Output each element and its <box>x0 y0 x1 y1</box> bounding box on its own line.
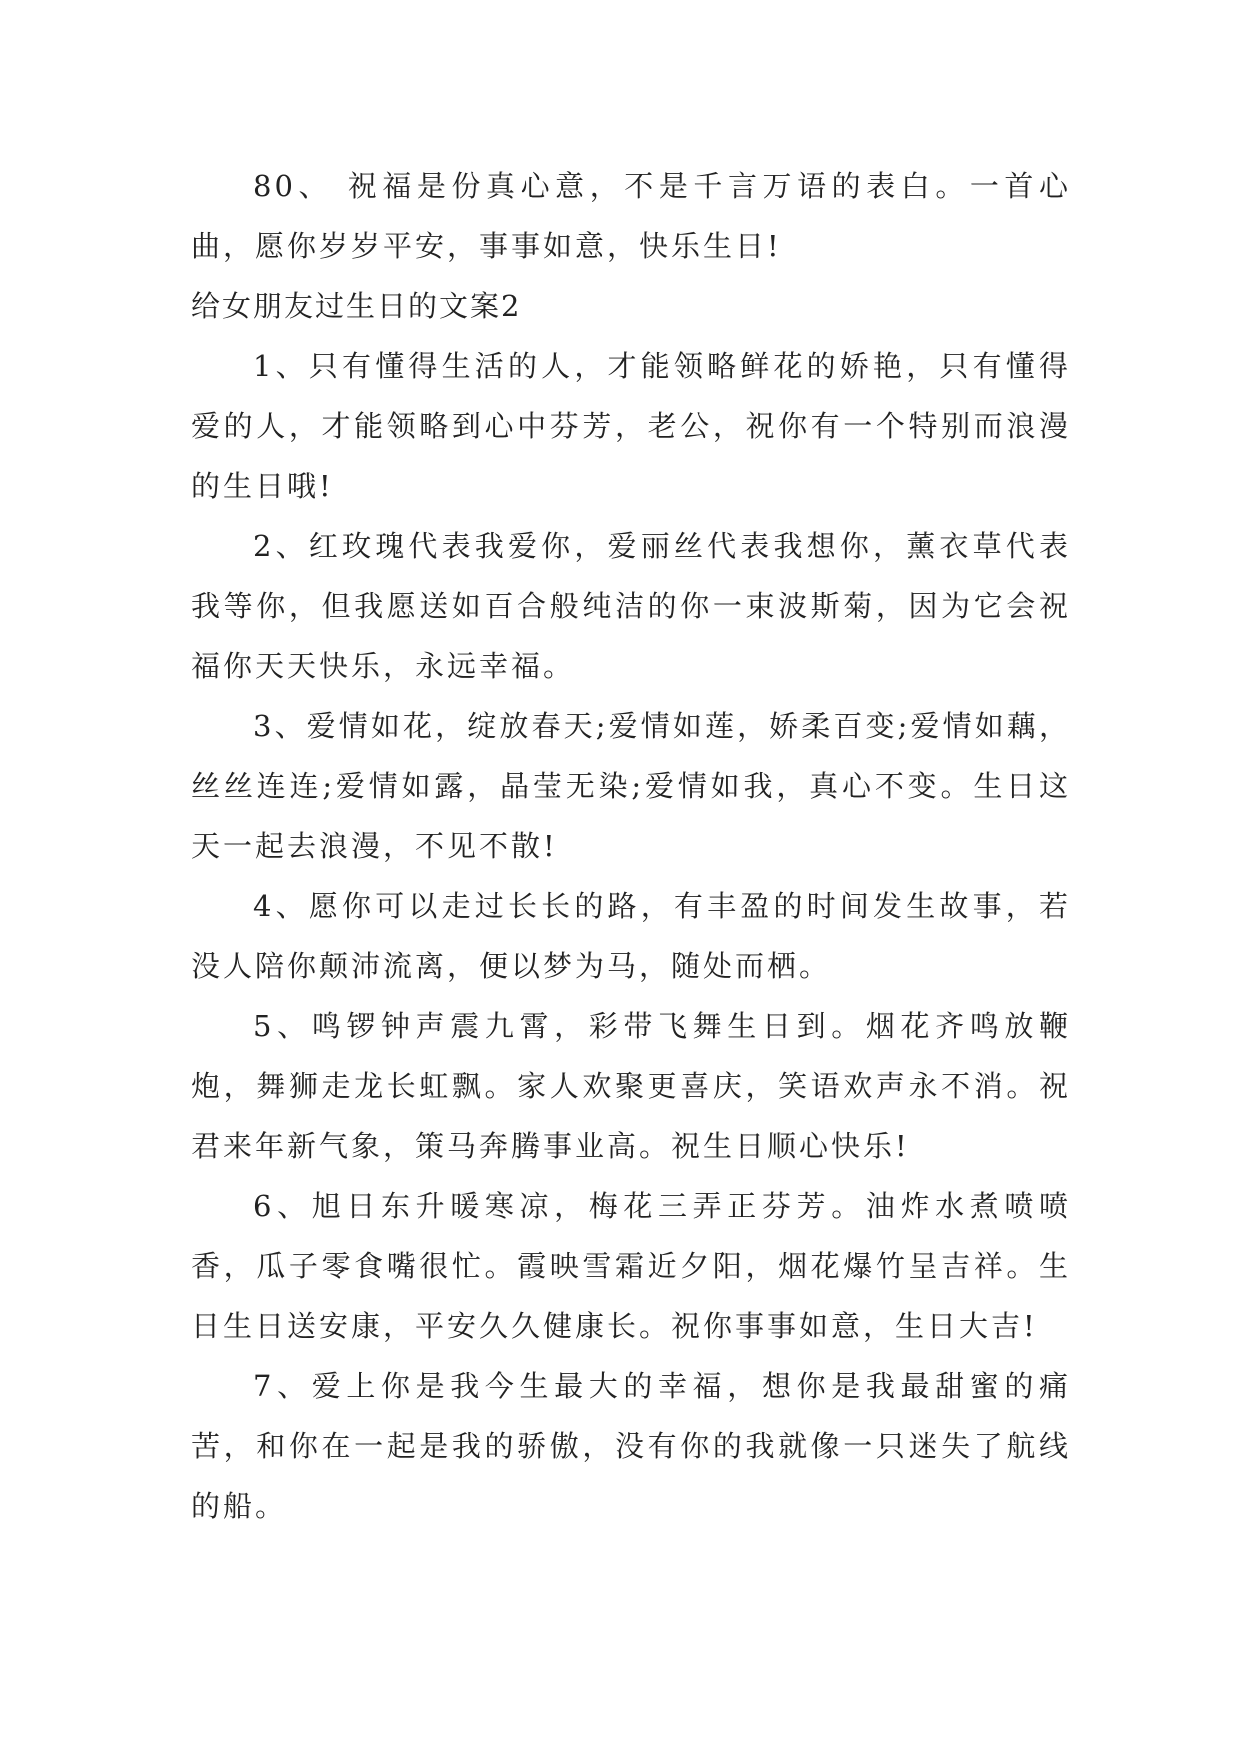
paragraph-6: 6、旭日东升暖寒凉，梅花三弄正芬芳。油炸水煮喷喷香，瓜子零食嘴很忙。霞映雪霜近夕阳，烟花爆竹呈吉祥。生日生日送安康，平安久久健康长。祝你事事如意，生日大吉! <box>191 1189 1071 1343</box>
paragraph-1: 1、只有懂得生活的人，才能领略鲜花的娇艳，只有懂得爱的人，才能领略到心中芬芳，老公，祝你有一个特别而浪漫的生日哦! <box>191 349 1071 503</box>
paragraph-7: 7、爱上你是我今生最大的幸福，想你是我最甜蜜的痛苦，和你在一起是我的骄傲，没有你的我就像一只迷失了航线的船。 <box>191 1369 1071 1523</box>
document-body <box>191 156 1071 1536</box>
paragraph-80: 80、 祝福是份真心意，不是千言万语的表白。一首心曲，愿你岁岁平安，事事如意，快乐生日! <box>191 169 1071 263</box>
paragraph-4: 4、愿你可以走过长长的路，有丰盈的时间发生故事，若没人陪你颠沛流离，便以梦为马，随处而栖。 <box>191 889 1071 983</box>
paragraph-5: 5、鸣锣钟声震九霄，彩带飞舞生日到。烟花齐鸣放鞭炮，舞狮走龙长虹飘。家人欢聚更喜庆，笑语欢声永不消。祝君来年新气象，策马奔腾事业高。祝生日顺心快乐! <box>191 1009 1071 1163</box>
paragraph-2: 2、红玫瑰代表我爱你，爱丽丝代表我想你，薰衣草代表我等你，但我愿送如百合般纯洁的你一束波斯菊，因为它会祝福你天天快乐，永远幸福。 <box>191 529 1071 683</box>
section-heading: 给女朋友过生日的文案2 <box>191 289 522 323</box>
paragraph-3: 3、爱情如花，绽放春天;爱情如莲，娇柔百变;爱情如藕，丝丝连连;爱情如露，晶莹无染;爱情如我，真心不变。生日这天一起去浪漫，不见不散! <box>191 709 1071 863</box>
